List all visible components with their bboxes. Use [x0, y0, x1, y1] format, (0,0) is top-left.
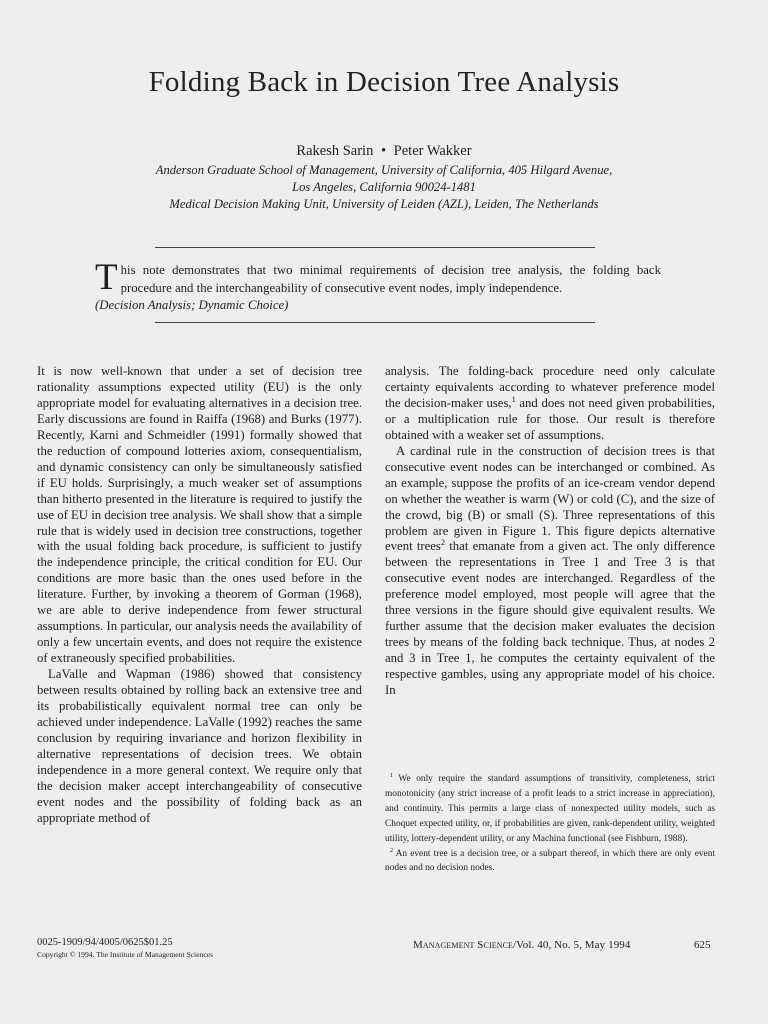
copyright-notice: Copyright © 1994, The Institute of Management Sciences — [37, 950, 214, 959]
body-column-left — [37, 364, 362, 827]
body-paragraph: LaValle and Wapman (1986) showed that consistency between results obtained by rolling back an extensive tree and its probabilistically equivalent normal tree can only be achieved under independence. LaValle (1992) reaches the same conclusion by requiring invariance and horizon flexibility in alternative representations of decision trees. We obtain independence in a more general context. We require only that the decision maker accept interchangeability of consecutive event nodes and the possibility of folding back as an appropriate method of — [37, 667, 362, 825]
footnotes — [385, 772, 715, 876]
affiliation-line-1: Anderson Graduate School of Management, University of California, 405 Hilgard Avenue, — [155, 163, 613, 177]
abstract — [95, 257, 661, 315]
body-text: analysis. The folding-back procedure need only calculate certainty equivalents according to whatever preference model the decision-maker uses, — [385, 364, 715, 410]
author-wakker: Peter Wakker — [393, 143, 472, 159]
author-sarin: Rakesh Sarin — [296, 143, 374, 159]
body-paragraph: It is now well-known that under a set of decision tree rationality assumptions expected utility (EU) is the only appropriate model for evaluating alternatives in a decision tree. Early discussions are found in Raiffa (1968) and Burks (1977). Recently, Karni and Schmeidler (1991) formally showed that the reduction of compound lotteries axiom, consequentialism, and dynamic consistency can only be simultaneously satisfied if EU holds. Surprisingly, a much weaker set of assumptions than hitherto presented in the literature is required to justify the use of EU in decision tree analysis. We shall show that a simple rule that is widely used in decision tree constructions, together with the usual folding back procedure, is sufficient to justify the independence principle, the critical condition for EU. Our conditions are more basic than the ones used before in the literature. Further, by invoking a theorem of Gorman (1968), we are able to derive independence from fewer structural assumptions. In particular, our analysis needs the availability of only a few uncertain events, and does not require the existence of extraneously specified probabilities. — [37, 364, 362, 666]
footnote-mark: 1 — [511, 394, 516, 404]
footnote-number: 1 — [390, 772, 394, 779]
body-text: that emanate from a given act. The only difference between the representations in Tree 1 and Tree 3 is that consecutive event nodes are interchanged. Regardless of the preference model employed, most people will agree that the three versions in the figure should give equivalent results. We further assume that the decision maker evaluates the decision trees by means of the folding back technique. Thus, at nodes 2 and 3 in Tree 1, he computes the certainty equivalent of the respective gambles, using any appropriate model of his choice. In — [385, 539, 715, 698]
journal-volume: /Vol. 40, No. 5, May 1994 — [513, 939, 631, 951]
paper-title: Folding Back in Decision Tree Analysis — [148, 66, 620, 98]
article-code: 0025-1909/94/4005/0625$01.25 — [37, 937, 173, 948]
author-line — [0, 143, 768, 160]
footnote-mark: 2 — [440, 538, 446, 548]
body-column-right — [385, 364, 715, 699]
body-text: A cardinal rule in the construction of decision trees is that consecutive event nodes can be interchanged or combined. As an example, suppose the profits of an ice-cream vendor depend on whether the weather is warm (W) or cold (C), and the size of the crowd, big (B) or small (S). Three representations of this problem are given in Figure 1. This figure depicts alternative event trees — [385, 443, 715, 554]
affiliation-line-3: Medical Decision Making Unit, University of Leiden (AZL), Leiden, The Netherlands — [169, 197, 599, 211]
footnote-number: 2 — [390, 847, 394, 854]
abstract-bottom-rule — [155, 322, 595, 323]
journal-citation — [413, 939, 631, 951]
body-paragraph — [385, 364, 715, 444]
abstract-text: his note demonstrates that two minimal requirements of decision tree analysis, the folding back procedure and the interchangeability of consecutive event nodes, imply independence. — [120, 263, 661, 295]
footnote-2 — [385, 847, 715, 877]
abstract-drop-cap: T — [95, 257, 118, 298]
journal-name: Management Science — [413, 939, 513, 951]
body-text: and does not need given probabilities, or a multiplication rule for those. Our result is therefore obtained with a weaker set of assumptions. — [385, 395, 715, 442]
author-separator: • — [380, 143, 387, 159]
abstract-keywords: (Decision Analysis; Dynamic Choice) — [95, 298, 289, 312]
body-paragraph — [385, 444, 715, 699]
footnote-text: An event tree is a decision tree, or a subpart thereof, in which there are only event nodes and no decision nodes. — [385, 848, 715, 874]
abstract-top-rule — [155, 247, 595, 248]
footnote-text: We only require the standard assumptions of transitivity, completeness, strict monotonicity (any strict increase of a profit leads to a strict increase in appreciation), and continuity. This permits a large class of nonexpected utility models, such as Choquet expected utility, or, if probabilities are given, rank-dependent utility, weighted utility, lottery-dependent utility, or any Machina functional (see Fishburn, 1988). — [385, 774, 715, 844]
affiliation-line-2: Los Angeles, California 90024-1481 — [292, 180, 476, 194]
footnote-1 — [385, 772, 715, 847]
page-number: 625 — [694, 939, 711, 951]
